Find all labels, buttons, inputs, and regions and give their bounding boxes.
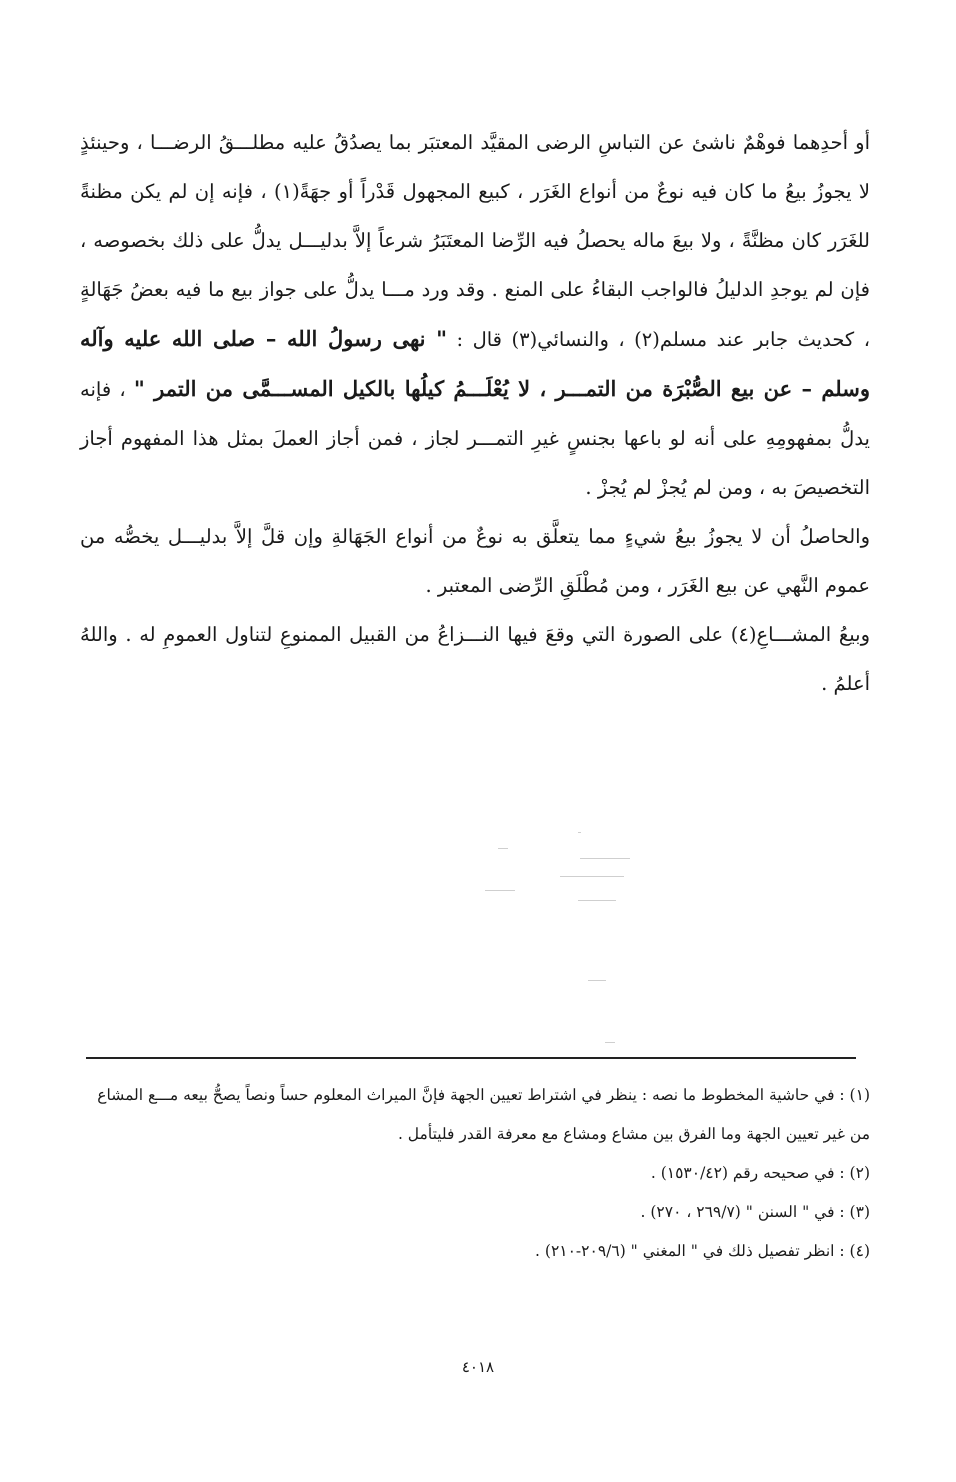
scan-speck (588, 980, 606, 981)
hadith-quote: " نهى رسولُ الله – صلى الله عليه وآله وسلم – عن بيع الصُّبْرَة من التمـــر ، لا يُعْلَـــمُ كيلُها بالكيل المســـمَّى من التمر " (80, 326, 870, 401)
paragraph-3: وبيعُ المشـــاعِ(٤) على الصورة التي وقعَ فيها النـــزاعُ من القبيل الممنوعِ لتناول العمومِ له . واللهُ أعلمُ . (80, 623, 870, 695)
footnote-3: (٣) : في " السنن " (٢٦٩/٧ ، ٢٧٠) . (640, 1203, 870, 1221)
scan-speck (560, 876, 624, 877)
scan-speck (605, 1042, 615, 1043)
scan-speck (578, 832, 581, 833)
paragraph-1-text: أو أحدِهما فوهْمٌ ناشئ عن التباسِ الرضى المقيَّد المعتبَر بما يصدُقُ عليه مطلـــقُ الرضـــا ، وحينئذٍ لا يجوزُ بيعُ ما كان فيه نوعٌ من أنواع الغَرَر ، كبيع المجهول قَدْراً أو جهَةً(١) ، فإنه إن لم يكن مظنةً للغَرَر كان مظنَّةً ، ولا بيعَ ماله يحصلُ فيه الرِّضا المعتَبَرُ شرعاً إلاَّ بدليـــل يدلُّ على ذلك بخصوصه ، فإن لم يوجدِ الدليلُ فالواجب البقاءُ على المنع . وقد ورد مـــا يدلُّ على جواز بيع ما فيه بعضُ جَهَالةٍ ، كحديث جابر عند مسلم(٢) ، والنسائي(٣) قال : (80, 131, 870, 351)
page-number: ٤٠١٨ (461, 1358, 495, 1376)
footnote-2: (٢) : في صحيحه رقم (١٥٣٠/٤٢) . (650, 1164, 870, 1182)
scan-speck (485, 890, 515, 891)
scan-speck (578, 900, 616, 901)
paragraph-2: والحاصلُ أن لا يجوزُ بيعُ شيءٍ مما يتعلَّق به نوعٌ من أنواع الجَهَالةِ وإن قلَّ إلاَّ بدليـــل يخصُّه من عموم النَّهي عن بيع الغَرَر ، ومن مُطْلَقِ الرِّضى المعتبر . (80, 525, 870, 597)
footnote-1: (١) : في حاشية المخطوط ما نصه : ينظر في اشتراط تعيين الجهة فإنَّ الميراث المعلوم حساً ونصاً يصحُّ بيعه مـــع المشاع من غير تعيين الجهة وما الفرق بين مشاع ومشاع مع معرفة القدر فليتأمل . (97, 1086, 870, 1143)
scan-speck (580, 858, 630, 859)
paragraph-1 (80, 118, 870, 512)
footnotes (80, 1076, 870, 1271)
footnote-4: (٤) : انظر تفصيل ذلك في " المغني " (٢٠٩/٦-٢١٠) . (535, 1242, 870, 1260)
main-text (80, 118, 870, 708)
after-hadith-text: ، فإنه يدلُّ بمفهومِهِ على أنه لو باعها بجنسٍ غيرِ التمـــر لجاز ، فمن أجاز العملَ بمثل هذا المفهوم أجاز التخصيصَ به ، ومن لم يُجزْ لم يُجزْ . (80, 378, 870, 499)
scan-speck (498, 848, 508, 849)
footnote-divider (86, 1057, 856, 1059)
